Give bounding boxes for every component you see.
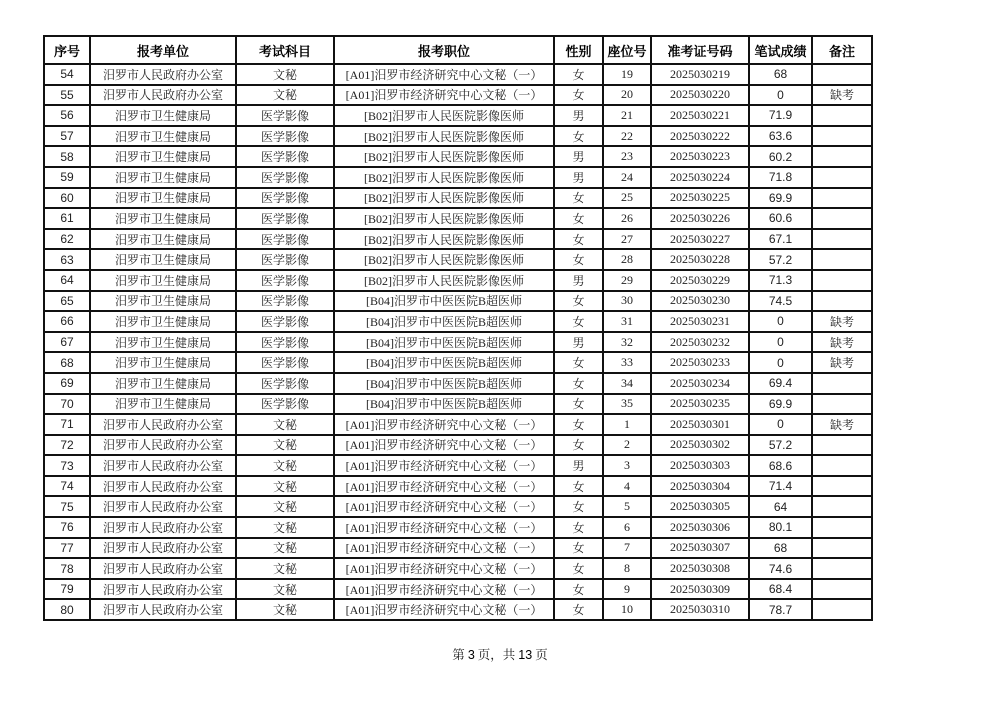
cell-gender: 女	[554, 517, 603, 538]
cell-unit: 汨罗市人民政府办公室	[90, 579, 236, 600]
cell-score: 68	[749, 538, 812, 559]
table-row	[44, 373, 872, 394]
cell-seat: 24	[603, 167, 651, 188]
cell-score: 74.6	[749, 558, 812, 579]
footer-label-after: 页	[535, 648, 548, 662]
table-row	[44, 249, 872, 270]
cell-score: 64	[749, 496, 812, 517]
cell-gender: 女	[554, 249, 603, 270]
cell-unit: 汨罗市人民政府办公室	[90, 517, 236, 538]
cell-seat: 32	[603, 332, 651, 353]
cell-ticket: 2025030220	[651, 85, 749, 106]
cell-ticket: 2025030219	[651, 64, 749, 85]
cell-unit: 汨罗市人民政府办公室	[90, 496, 236, 517]
cell-gender: 女	[554, 476, 603, 497]
cell-unit: 汨罗市卫生健康局	[90, 270, 236, 291]
cell-gender: 女	[554, 64, 603, 85]
cell-ticket: 2025030233	[651, 352, 749, 373]
score-table	[43, 35, 873, 621]
table-row	[44, 85, 872, 106]
cell-remark	[812, 146, 872, 167]
table-row	[44, 455, 872, 476]
cell-index: 65	[44, 291, 90, 312]
table-row	[44, 332, 872, 353]
cell-gender: 女	[554, 208, 603, 229]
cell-position: [B02]汨罗市人民医院影像医师	[334, 146, 554, 167]
cell-subject: 医学影像	[236, 229, 334, 250]
cell-position: [B02]汨罗市人民医院影像医师	[334, 167, 554, 188]
table-row	[44, 394, 872, 415]
cell-ticket: 2025030230	[651, 291, 749, 312]
cell-score: 60.6	[749, 208, 812, 229]
cell-index: 76	[44, 517, 90, 538]
cell-score: 68.4	[749, 579, 812, 600]
cell-position: [B02]汨罗市人民医院影像医师	[334, 126, 554, 147]
cell-seat: 19	[603, 64, 651, 85]
cell-subject: 医学影像	[236, 332, 334, 353]
cell-score: 0	[749, 311, 812, 332]
cell-score: 78.7	[749, 599, 812, 620]
cell-seat: 26	[603, 208, 651, 229]
cell-subject: 医学影像	[236, 311, 334, 332]
cell-subject: 文秘	[236, 455, 334, 476]
cell-remark: 缺考	[812, 85, 872, 106]
cell-remark	[812, 249, 872, 270]
cell-gender: 女	[554, 579, 603, 600]
table-row	[44, 291, 872, 312]
cell-remark	[812, 291, 872, 312]
cell-subject: 医学影像	[236, 105, 334, 126]
cell-ticket: 2025030305	[651, 496, 749, 517]
cell-unit: 汨罗市卫生健康局	[90, 373, 236, 394]
cell-index: 60	[44, 188, 90, 209]
cell-remark	[812, 538, 872, 559]
cell-remark: 缺考	[812, 414, 872, 435]
cell-score: 69.9	[749, 188, 812, 209]
table-row	[44, 229, 872, 250]
cell-seat: 3	[603, 455, 651, 476]
cell-score: 68	[749, 64, 812, 85]
footer-label-before: 第	[452, 648, 465, 662]
cell-score: 69.9	[749, 394, 812, 415]
cell-unit: 汨罗市人民政府办公室	[90, 476, 236, 497]
cell-score: 0	[749, 332, 812, 353]
cell-subject: 文秘	[236, 85, 334, 106]
cell-index: 66	[44, 311, 90, 332]
cell-unit: 汨罗市卫生健康局	[90, 394, 236, 415]
cell-remark	[812, 208, 872, 229]
cell-gender: 男	[554, 105, 603, 126]
cell-subject: 文秘	[236, 538, 334, 559]
cell-gender: 女	[554, 394, 603, 415]
page-footer	[0, 645, 1000, 663]
cell-index: 58	[44, 146, 90, 167]
cell-position: [B04]汨罗市中医医院B超医师	[334, 311, 554, 332]
cell-score: 68.6	[749, 455, 812, 476]
cell-index: 78	[44, 558, 90, 579]
cell-remark: 缺考	[812, 332, 872, 353]
cell-score: 63.6	[749, 126, 812, 147]
cell-score: 60.2	[749, 146, 812, 167]
cell-remark	[812, 496, 872, 517]
footer-page-current: 3	[467, 648, 475, 662]
cell-index: 71	[44, 414, 90, 435]
footer-label-middle: 页，共	[477, 648, 516, 662]
cell-seat: 25	[603, 188, 651, 209]
table-row	[44, 105, 872, 126]
cell-index: 68	[44, 352, 90, 373]
cell-remark	[812, 105, 872, 126]
cell-subject: 文秘	[236, 496, 334, 517]
table-row	[44, 476, 872, 497]
cell-ticket: 2025030309	[651, 579, 749, 600]
cell-seat: 2	[603, 435, 651, 456]
cell-remark	[812, 435, 872, 456]
cell-subject: 医学影像	[236, 188, 334, 209]
cell-position: [B04]汨罗市中医医院B超医师	[334, 352, 554, 373]
cell-position: [B02]汨罗市人民医院影像医师	[334, 270, 554, 291]
cell-seat: 6	[603, 517, 651, 538]
cell-ticket: 2025030231	[651, 311, 749, 332]
cell-position: [A01]汨罗市经济研究中心文秘（一）	[334, 85, 554, 106]
cell-subject: 文秘	[236, 435, 334, 456]
cell-subject: 文秘	[236, 599, 334, 620]
cell-index: 69	[44, 373, 90, 394]
cell-score: 71.8	[749, 167, 812, 188]
cell-gender: 女	[554, 311, 603, 332]
cell-ticket: 2025030228	[651, 249, 749, 270]
cell-index: 75	[44, 496, 90, 517]
cell-ticket: 2025030304	[651, 476, 749, 497]
cell-subject: 医学影像	[236, 146, 334, 167]
cell-index: 55	[44, 85, 90, 106]
col-header-ticket: 准考证号码	[651, 36, 749, 64]
cell-unit: 汨罗市卫生健康局	[90, 352, 236, 373]
cell-unit: 汨罗市卫生健康局	[90, 291, 236, 312]
cell-subject: 文秘	[236, 517, 334, 538]
cell-index: 80	[44, 599, 90, 620]
cell-seat: 7	[603, 538, 651, 559]
cell-position: [B02]汨罗市人民医院影像医师	[334, 105, 554, 126]
cell-gender: 女	[554, 126, 603, 147]
table-row	[44, 414, 872, 435]
cell-remark	[812, 394, 872, 415]
cell-gender: 女	[554, 414, 603, 435]
cell-ticket: 2025030232	[651, 332, 749, 353]
table-header	[44, 36, 872, 64]
cell-unit: 汨罗市卫生健康局	[90, 105, 236, 126]
cell-score: 57.2	[749, 249, 812, 270]
cell-remark	[812, 599, 872, 620]
cell-index: 64	[44, 270, 90, 291]
cell-position: [B02]汨罗市人民医院影像医师	[334, 188, 554, 209]
cell-subject: 文秘	[236, 414, 334, 435]
cell-position: [A01]汨罗市经济研究中心文秘（一）	[334, 435, 554, 456]
cell-subject: 文秘	[236, 558, 334, 579]
cell-ticket: 2025030221	[651, 105, 749, 126]
table-row	[44, 496, 872, 517]
cell-unit: 汨罗市卫生健康局	[90, 167, 236, 188]
cell-index: 63	[44, 249, 90, 270]
cell-position: [B04]汨罗市中医医院B超医师	[334, 291, 554, 312]
col-header-seat: 座位号	[603, 36, 651, 64]
cell-position: [B04]汨罗市中医医院B超医师	[334, 373, 554, 394]
cell-unit: 汨罗市人民政府办公室	[90, 85, 236, 106]
cell-remark	[812, 558, 872, 579]
cell-gender: 女	[554, 558, 603, 579]
cell-index: 61	[44, 208, 90, 229]
cell-seat: 4	[603, 476, 651, 497]
cell-score: 69.4	[749, 373, 812, 394]
cell-ticket: 2025030222	[651, 126, 749, 147]
col-header-gender: 性别	[554, 36, 603, 64]
cell-seat: 35	[603, 394, 651, 415]
cell-ticket: 2025030310	[651, 599, 749, 620]
header-row	[44, 36, 872, 64]
cell-position: [B02]汨罗市人民医院影像医师	[334, 229, 554, 250]
table-row	[44, 188, 872, 209]
cell-gender: 男	[554, 167, 603, 188]
cell-subject: 医学影像	[236, 126, 334, 147]
cell-subject: 文秘	[236, 64, 334, 85]
table-row	[44, 208, 872, 229]
col-header-unit: 报考单位	[90, 36, 236, 64]
cell-ticket: 2025030303	[651, 455, 749, 476]
cell-remark	[812, 229, 872, 250]
cell-seat: 33	[603, 352, 651, 373]
cell-remark	[812, 373, 872, 394]
cell-position: [B04]汨罗市中医医院B超医师	[334, 394, 554, 415]
cell-seat: 5	[603, 496, 651, 517]
cell-remark	[812, 579, 872, 600]
cell-ticket: 2025030223	[651, 146, 749, 167]
cell-subject: 医学影像	[236, 208, 334, 229]
cell-index: 56	[44, 105, 90, 126]
cell-ticket: 2025030306	[651, 517, 749, 538]
table-row	[44, 311, 872, 332]
cell-unit: 汨罗市人民政府办公室	[90, 558, 236, 579]
table-row	[44, 517, 872, 538]
cell-seat: 22	[603, 126, 651, 147]
cell-subject: 医学影像	[236, 249, 334, 270]
cell-position: [A01]汨罗市经济研究中心文秘（一）	[334, 414, 554, 435]
cell-unit: 汨罗市人民政府办公室	[90, 538, 236, 559]
cell-index: 73	[44, 455, 90, 476]
cell-position: [A01]汨罗市经济研究中心文秘（一）	[334, 496, 554, 517]
cell-unit: 汨罗市卫生健康局	[90, 126, 236, 147]
cell-ticket: 2025030308	[651, 558, 749, 579]
table-row	[44, 167, 872, 188]
cell-gender: 男	[554, 332, 603, 353]
cell-seat: 1	[603, 414, 651, 435]
cell-remark	[812, 476, 872, 497]
table-row	[44, 435, 872, 456]
cell-remark: 缺考	[812, 352, 872, 373]
cell-remark: 缺考	[812, 311, 872, 332]
cell-subject: 文秘	[236, 579, 334, 600]
cell-seat: 31	[603, 311, 651, 332]
cell-index: 54	[44, 64, 90, 85]
col-header-score: 笔试成绩	[749, 36, 812, 64]
cell-score: 0	[749, 85, 812, 106]
cell-position: [A01]汨罗市经济研究中心文秘（一）	[334, 558, 554, 579]
table-row	[44, 558, 872, 579]
cell-gender: 女	[554, 373, 603, 394]
cell-unit: 汨罗市卫生健康局	[90, 249, 236, 270]
cell-ticket: 2025030227	[651, 229, 749, 250]
cell-gender: 女	[554, 496, 603, 517]
cell-gender: 女	[554, 538, 603, 559]
cell-seat: 20	[603, 85, 651, 106]
cell-subject: 文秘	[236, 476, 334, 497]
cell-unit: 汨罗市人民政府办公室	[90, 435, 236, 456]
col-header-position: 报考职位	[334, 36, 554, 64]
cell-subject: 医学影像	[236, 167, 334, 188]
cell-gender: 女	[554, 229, 603, 250]
cell-unit: 汨罗市人民政府办公室	[90, 599, 236, 620]
cell-gender: 男	[554, 270, 603, 291]
cell-seat: 21	[603, 105, 651, 126]
cell-index: 74	[44, 476, 90, 497]
cell-ticket: 2025030235	[651, 394, 749, 415]
table-row	[44, 270, 872, 291]
cell-position: [A01]汨罗市经济研究中心文秘（一）	[334, 579, 554, 600]
cell-seat: 23	[603, 146, 651, 167]
cell-unit: 汨罗市人民政府办公室	[90, 64, 236, 85]
cell-ticket: 2025030301	[651, 414, 749, 435]
cell-position: [A01]汨罗市经济研究中心文秘（一）	[334, 476, 554, 497]
table-row	[44, 579, 872, 600]
cell-gender: 女	[554, 599, 603, 620]
cell-score: 80.1	[749, 517, 812, 538]
cell-index: 62	[44, 229, 90, 250]
cell-score: 67.1	[749, 229, 812, 250]
cell-score: 0	[749, 414, 812, 435]
cell-index: 59	[44, 167, 90, 188]
cell-seat: 28	[603, 249, 651, 270]
cell-unit: 汨罗市人民政府办公室	[90, 414, 236, 435]
cell-subject: 医学影像	[236, 270, 334, 291]
cell-subject: 医学影像	[236, 394, 334, 415]
cell-unit: 汨罗市人民政府办公室	[90, 455, 236, 476]
cell-subject: 医学影像	[236, 352, 334, 373]
cell-gender: 女	[554, 85, 603, 106]
cell-seat: 34	[603, 373, 651, 394]
cell-subject: 医学影像	[236, 291, 334, 312]
cell-gender: 女	[554, 188, 603, 209]
cell-remark	[812, 167, 872, 188]
cell-ticket: 2025030225	[651, 188, 749, 209]
cell-position: [A01]汨罗市经济研究中心文秘（一）	[334, 538, 554, 559]
cell-seat: 10	[603, 599, 651, 620]
cell-gender: 男	[554, 146, 603, 167]
cell-score: 0	[749, 352, 812, 373]
cell-ticket: 2025030224	[651, 167, 749, 188]
cell-score: 71.4	[749, 476, 812, 497]
cell-seat: 29	[603, 270, 651, 291]
cell-index: 72	[44, 435, 90, 456]
cell-index: 77	[44, 538, 90, 559]
cell-position: [A01]汨罗市经济研究中心文秘（一）	[334, 599, 554, 620]
cell-position: [A01]汨罗市经济研究中心文秘（一）	[334, 64, 554, 85]
cell-remark	[812, 517, 872, 538]
table-row	[44, 146, 872, 167]
cell-index: 79	[44, 579, 90, 600]
cell-position: [A01]汨罗市经济研究中心文秘（一）	[334, 455, 554, 476]
cell-remark	[812, 455, 872, 476]
cell-ticket: 2025030229	[651, 270, 749, 291]
cell-position: [B02]汨罗市人民医院影像医师	[334, 249, 554, 270]
table-row	[44, 538, 872, 559]
cell-remark	[812, 188, 872, 209]
cell-gender: 女	[554, 352, 603, 373]
cell-unit: 汨罗市卫生健康局	[90, 311, 236, 332]
cell-remark	[812, 270, 872, 291]
cell-unit: 汨罗市卫生健康局	[90, 208, 236, 229]
cell-score: 74.5	[749, 291, 812, 312]
cell-remark	[812, 126, 872, 147]
cell-score: 71.9	[749, 105, 812, 126]
col-header-index: 序号	[44, 36, 90, 64]
table-row	[44, 64, 872, 85]
cell-gender: 男	[554, 455, 603, 476]
cell-position: [B02]汨罗市人民医院影像医师	[334, 208, 554, 229]
cell-gender: 女	[554, 291, 603, 312]
cell-subject: 医学影像	[236, 373, 334, 394]
cell-seat: 27	[603, 229, 651, 250]
cell-index: 67	[44, 332, 90, 353]
cell-ticket: 2025030302	[651, 435, 749, 456]
table-row	[44, 352, 872, 373]
cell-seat: 30	[603, 291, 651, 312]
col-header-subject: 考试科目	[236, 36, 334, 64]
table-row	[44, 126, 872, 147]
cell-unit: 汨罗市卫生健康局	[90, 332, 236, 353]
cell-gender: 女	[554, 435, 603, 456]
cell-index: 57	[44, 126, 90, 147]
footer-page-total: 13	[518, 648, 533, 662]
cell-unit: 汨罗市卫生健康局	[90, 188, 236, 209]
cell-unit: 汨罗市卫生健康局	[90, 229, 236, 250]
cell-index: 70	[44, 394, 90, 415]
cell-position: [A01]汨罗市经济研究中心文秘（一）	[334, 517, 554, 538]
cell-ticket: 2025030226	[651, 208, 749, 229]
cell-unit: 汨罗市卫生健康局	[90, 146, 236, 167]
cell-seat: 8	[603, 558, 651, 579]
table-row	[44, 599, 872, 620]
cell-seat: 9	[603, 579, 651, 600]
cell-score: 57.2	[749, 435, 812, 456]
cell-score: 71.3	[749, 270, 812, 291]
cell-ticket: 2025030307	[651, 538, 749, 559]
table-body	[44, 64, 872, 620]
cell-ticket: 2025030234	[651, 373, 749, 394]
cell-remark	[812, 64, 872, 85]
col-header-remark: 备注	[812, 36, 872, 64]
cell-position: [B04]汨罗市中医医院B超医师	[334, 332, 554, 353]
